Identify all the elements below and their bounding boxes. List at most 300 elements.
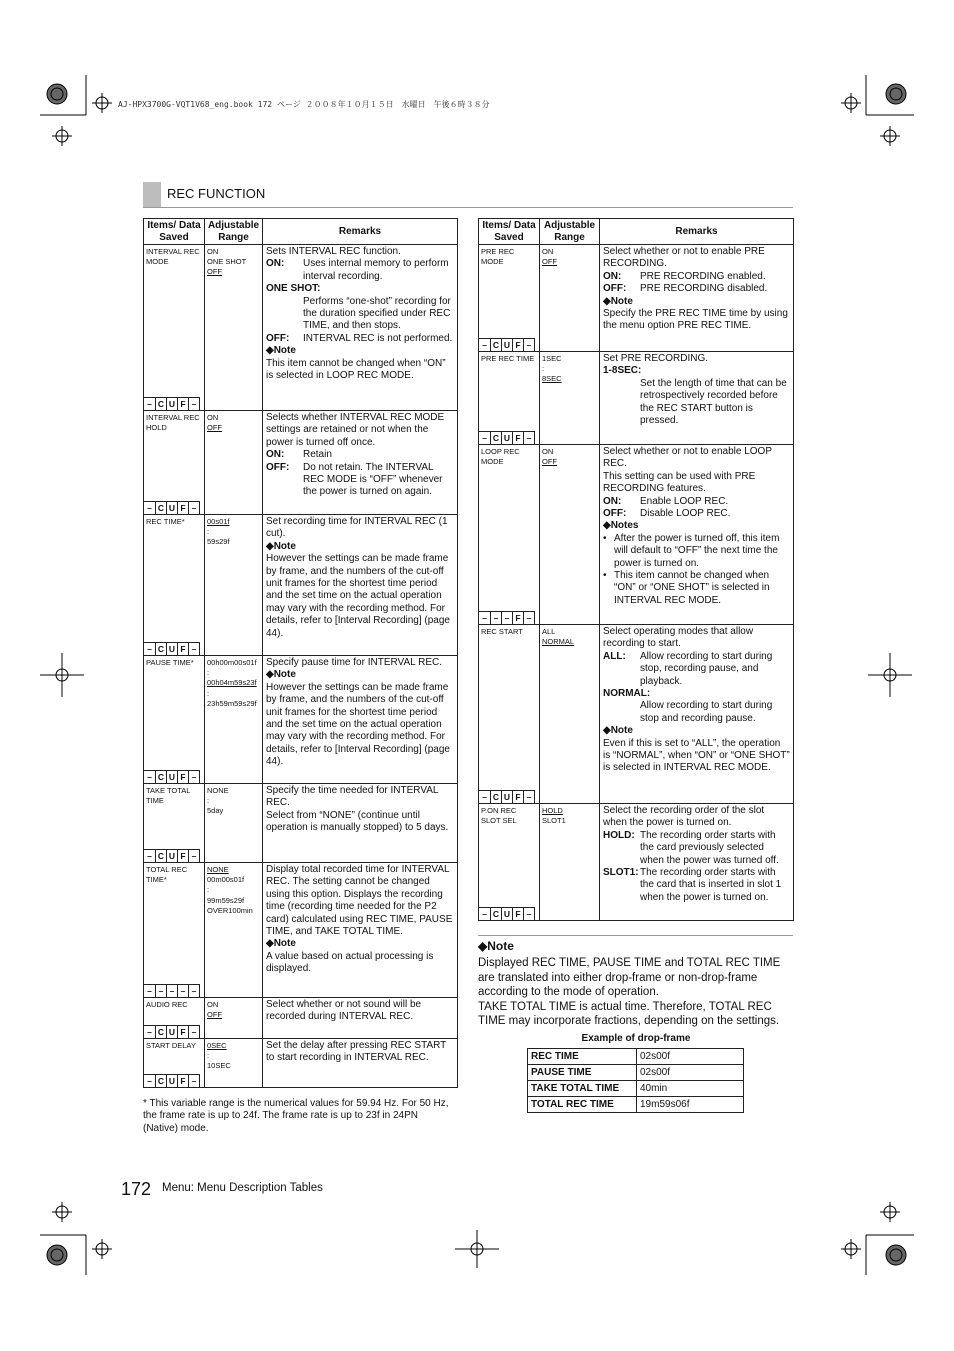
remarks-cell: [263, 515, 458, 656]
table-row: [144, 656, 458, 784]
data-saved-flag: F: [513, 791, 524, 803]
definition-value: PRE RECORDING disabled.: [640, 283, 768, 295]
data-saved-flag: –: [502, 612, 513, 624]
example-key: TAKE TOTAL TIME: [528, 1081, 637, 1097]
remarks: [263, 515, 457, 642]
data-saved-flags: [144, 397, 200, 410]
definition-key: ON:: [603, 495, 622, 507]
table-row: [528, 1097, 744, 1113]
data-saved-flag: –: [524, 339, 535, 351]
data-saved-flag: F: [513, 908, 524, 920]
definition-value: PRE RECORDING enabled.: [640, 270, 766, 282]
data-saved-flag: U: [502, 908, 513, 920]
data-saved-flags: [144, 1074, 200, 1087]
range-value: 99m59s29f: [207, 895, 245, 905]
definition-value: Disable LOOP REC.: [640, 508, 731, 520]
data-saved-flag: U: [502, 339, 513, 351]
definition-value: Set the length of time that can be retrospectively recorded before the REC START button is pressed.: [640, 377, 787, 427]
data-saved-flag: –: [524, 908, 535, 920]
data-saved-flag: –: [144, 1075, 156, 1087]
data-saved-flags: [479, 790, 535, 803]
col-header-range: Adjustable Range: [205, 219, 263, 245]
item-name: TAKE TOTAL TIME: [146, 786, 191, 805]
col-header-items: Items/ Data Saved: [144, 219, 205, 245]
definition-item: [603, 283, 790, 295]
range-values: [540, 445, 599, 467]
remark-text: Set recording time for INTERVAL REC (1 cut).: [266, 516, 448, 540]
remarks-cell: [600, 245, 794, 352]
data-saved-flag: F: [513, 432, 524, 444]
definition-item: [603, 496, 790, 508]
remark-text: A value based on actual processing is displayed.: [266, 950, 434, 975]
data-saved-flag: F: [178, 771, 189, 783]
range-value: :: [207, 885, 210, 895]
data-saved-flags: [479, 338, 535, 351]
remark-text: This item cannot be changed when “ON” is selected in LOOP REC MODE.: [266, 357, 446, 382]
table-row: [144, 515, 458, 656]
data-saved-flag: –: [479, 339, 491, 351]
remark-text: Display total recorded time for INTERVAL REC. The setting cannot be changed using this option. Displays the recording time (recording time needed for the P2 card) calculated using REC TIME, PAUSE TIME, and TAKE TOTAL TIME.: [266, 864, 453, 938]
remarks-cell: [263, 784, 458, 863]
range-value: ON: [207, 413, 219, 422]
remarks: [600, 804, 793, 906]
data-saved-flag: –: [144, 502, 156, 514]
note-title: ◆Note: [478, 939, 514, 953]
range-cell: [205, 784, 263, 863]
data-saved-flag: –: [167, 985, 178, 997]
section-tab-marker: [143, 182, 161, 207]
data-saved-flag: –: [144, 398, 156, 410]
definition-value: Performs “one-shot” recording for the duration specified under REC TIME, and then stops.: [303, 295, 451, 332]
range-values: [205, 656, 262, 709]
range-value: ONE SHOT: [207, 257, 247, 267]
range-value: 1SEC: [542, 354, 562, 363]
range-cell: [205, 863, 263, 998]
item-name: REC TIME*: [146, 517, 185, 526]
remarks-cell: [263, 998, 458, 1039]
definition-value: The recording order starts with the card previously selected when the power was turned off.: [640, 829, 779, 866]
range-value: 10SEC: [207, 1061, 231, 1071]
definition-key: ALL:: [603, 650, 626, 662]
item-cell: [479, 445, 540, 625]
note-text-2: TAKE TOTAL TIME is actual time. Therefore, TOTAL REC TIME may incorporate fractions, depending on the settings.: [478, 1000, 780, 1027]
remarks-cell: [263, 1039, 458, 1088]
item-cell: [144, 1039, 205, 1088]
range-default-value: OFF: [542, 457, 557, 467]
range-cell: [540, 625, 600, 804]
definition-key: NORMAL:: [603, 688, 651, 700]
definition-item: [603, 651, 790, 688]
remarks-cell: [600, 445, 794, 625]
data-saved-flag: C: [491, 339, 502, 351]
note-heading: ◆Note: [603, 725, 633, 737]
example-key: PAUSE TIME: [528, 1065, 637, 1081]
page-description: Menu: Menu Description Tables: [162, 1182, 323, 1194]
bullet-item: [603, 570, 790, 607]
item-cell: [479, 625, 540, 804]
data-saved-flags: [144, 770, 200, 783]
remarks: [263, 1039, 457, 1067]
item-name: INTERVAL REC HOLD: [146, 413, 200, 432]
remark-text: Select whether or not sound will be recorded during INTERVAL REC.: [266, 999, 422, 1023]
remarks-cell: [263, 411, 458, 515]
range-value: ON: [207, 1000, 219, 1009]
bullet-item: [603, 533, 790, 570]
col-header-remarks: Remarks: [600, 219, 794, 245]
range-value: OVER100min: [207, 905, 253, 915]
range-cell: [205, 998, 263, 1039]
range-cell: [205, 411, 263, 515]
table-row: [479, 352, 794, 445]
data-saved-flags: [144, 642, 200, 655]
range-cell: [205, 1039, 263, 1088]
section-title: REC FUNCTION: [167, 186, 266, 201]
range-default-value: HOLD: [542, 806, 563, 815]
range-values: [540, 804, 599, 826]
range-value: :: [207, 1051, 210, 1061]
data-saved-flag: C: [491, 432, 502, 444]
data-saved-flag: U: [167, 398, 178, 410]
page-number: 172: [121, 1179, 152, 1199]
bullet-text: This item cannot be changed when “ON” or “ONE SHOT” is selected in INTERVAL REC MODE.: [614, 570, 770, 606]
remark-text: However the settings can be made frame by frame, and the numbers of the cut-off unit frames for the shortest time period and the set time on the actual operation may vary with the recording method. For details, refer to [Interval Recording] (page 44).: [266, 553, 450, 639]
range-cell: [540, 352, 600, 445]
range-default-value: 00s01f: [207, 517, 230, 526]
data-saved-flag: –: [144, 643, 156, 655]
table-row: [479, 804, 794, 921]
range-values: [205, 784, 262, 817]
item-cell: [479, 804, 540, 921]
range-default-value: NORMAL: [542, 637, 575, 647]
definition-item: [266, 333, 454, 345]
remark-text: Select the recording order of the slot when the power is turned on.: [603, 805, 765, 829]
range-default-value: OFF: [207, 423, 222, 433]
data-saved-flag: C: [156, 502, 167, 514]
table-row: [144, 784, 458, 863]
range-value: ON: [542, 247, 554, 256]
remarks: [263, 784, 457, 837]
data-saved-flag: –: [189, 1075, 200, 1087]
remarks-cell: [263, 863, 458, 998]
note-heading: ◆Notes: [603, 520, 639, 532]
remark-text: Select whether or not to enable LOOP REC.: [603, 446, 772, 470]
remark-text: Specify the time needed for INTERVAL REC.: [266, 785, 439, 809]
data-saved-flag: U: [502, 791, 513, 803]
data-saved-flags: [144, 501, 200, 514]
data-saved-flag: F: [513, 612, 524, 624]
data-saved-flag: C: [156, 398, 167, 410]
definition-key: 1-8SEC:: [603, 365, 642, 377]
table-row: [528, 1049, 744, 1065]
item-cell: [144, 411, 205, 515]
data-saved-flag: –: [178, 985, 189, 997]
note-heading: ◆Note: [266, 540, 296, 552]
definition-key: OFF:: [266, 332, 290, 344]
definition-item: [266, 258, 454, 283]
data-saved-flags: [479, 431, 535, 444]
data-saved-flags: [144, 1025, 200, 1038]
table-row: [144, 998, 458, 1039]
definition-key: OFF:: [266, 461, 290, 473]
definition-key: OFF:: [603, 508, 627, 520]
range-value: 59s29f: [207, 537, 230, 547]
range-values: [205, 863, 262, 916]
remarks: [263, 411, 457, 501]
table-row: [528, 1081, 744, 1097]
remark-text: Select whether or not to enable PRE RECORDING.: [603, 246, 765, 270]
range-value: 00m00s01f: [207, 875, 245, 885]
data-saved-flag: –: [524, 432, 535, 444]
item-cell: [144, 863, 205, 998]
remarks-cell: [600, 625, 794, 804]
data-saved-flag: C: [156, 771, 167, 783]
definition-value: Enable LOOP REC.: [640, 495, 729, 507]
definition-item: [603, 508, 790, 520]
remarks: [263, 656, 457, 771]
range-values: [205, 998, 262, 1020]
remarks: [600, 245, 793, 335]
table-row: [144, 245, 458, 411]
definition-item: [266, 462, 454, 499]
data-saved-flag: –: [189, 502, 200, 514]
range-value: :: [207, 527, 210, 537]
col-header-remarks: Remarks: [263, 219, 458, 245]
range-value: :: [207, 688, 210, 698]
item-name: LOOP REC MODE: [481, 447, 520, 466]
definition-key: ON:: [266, 449, 285, 461]
table-row: [144, 863, 458, 998]
section-header: [143, 182, 793, 208]
item-cell: [144, 998, 205, 1039]
data-saved-flag: C: [491, 908, 502, 920]
data-saved-flags: [479, 611, 535, 624]
data-saved-flag: U: [167, 850, 178, 862]
remarks: [600, 445, 793, 609]
range-values: [205, 411, 262, 433]
data-saved-flag: –: [156, 985, 167, 997]
footnote: * This variable range is the numerical values for 59.94 Hz. For 50 Hz, the frame rate is up to 24f. The frame rate is up to 23f in 24PN (Native) mode.: [143, 1098, 449, 1134]
definition-value: Uses internal memory to perform interval recording.: [303, 258, 449, 282]
data-saved-flag: F: [178, 398, 189, 410]
example-value: 02s00f: [637, 1065, 744, 1081]
item-cell: [144, 515, 205, 656]
data-saved-flag: –: [144, 771, 156, 783]
range-default-value: 0SEC: [207, 1041, 227, 1050]
remarks: [263, 998, 457, 1026]
remarks-cell: [263, 656, 458, 784]
table-row: [479, 625, 794, 804]
definition-item: [603, 830, 790, 867]
item-name: INTERVAL REC MODE: [146, 247, 200, 266]
table-row: [144, 1039, 458, 1088]
data-saved-flag: F: [178, 1075, 189, 1087]
data-saved-flag: U: [167, 771, 178, 783]
range-values: [205, 245, 262, 278]
remark-text: Sets INTERVAL REC function.: [266, 246, 401, 257]
definition-key: HOLD:: [603, 829, 635, 841]
item-cell: [144, 784, 205, 863]
range-default-value: 00h04m59s23f: [207, 678, 257, 688]
item-name: AUDIO REC: [146, 1000, 188, 1009]
data-saved-flag: F: [178, 643, 189, 655]
remarks: [600, 625, 793, 777]
data-saved-flag: F: [513, 339, 524, 351]
range-default-value: NONE: [207, 865, 229, 874]
note-text-1: Displayed REC TIME, PAUSE TIME and TOTAL REC TIME are translated into either drop-frame or non-drop-frame according to the mode of operation.: [478, 957, 781, 998]
item-cell: [144, 656, 205, 784]
range-values: [205, 1039, 262, 1072]
range-default-value: OFF: [207, 1010, 222, 1020]
data-saved-flag: U: [167, 643, 178, 655]
example-caption: Example of drop-frame: [581, 1033, 691, 1044]
data-saved-flag: U: [167, 1026, 178, 1038]
data-saved-flag: C: [156, 1026, 167, 1038]
item-name: REC START: [481, 627, 523, 636]
example-table: [527, 1048, 744, 1113]
col-header-range: Adjustable Range: [540, 219, 600, 245]
range-value: 5day: [207, 806, 224, 816]
data-saved-flag: –: [189, 985, 200, 997]
remark-text: Specify pause time for INTERVAL REC.: [266, 657, 442, 668]
definition-value: Retain: [303, 449, 332, 461]
range-value: SLOT1: [542, 816, 566, 826]
table-row: [528, 1065, 744, 1081]
data-saved-flag: –: [144, 985, 156, 997]
definition-key: ON:: [266, 258, 285, 270]
data-saved-flag: C: [491, 791, 502, 803]
data-saved-flag: C: [156, 1075, 167, 1087]
definition-key: SLOT1:: [603, 867, 639, 879]
bullet-icon: •: [603, 570, 607, 582]
range-default-value: 8SEC: [542, 374, 562, 384]
table-row: [479, 445, 794, 625]
print-header: AJ-HPX3700G-VQT1V68_eng.book 172 ページ ２００８年１０月１５日 水曜日 午後６時３８分: [118, 100, 490, 109]
range-cell: [205, 245, 263, 411]
bullet-icon: •: [603, 532, 607, 544]
table-row: [144, 411, 458, 515]
item-name: TOTAL REC TIME*: [146, 865, 188, 884]
example-key: REC TIME: [528, 1049, 637, 1065]
data-saved-flags: [144, 984, 200, 997]
range-value: 00h00m00s01f: [207, 658, 257, 667]
range-cell: [540, 245, 600, 352]
data-saved-flag: C: [156, 850, 167, 862]
definition-item: [266, 449, 454, 461]
example-value: 02s00f: [637, 1049, 744, 1065]
item-name: PRE REC MODE: [481, 247, 515, 266]
definition-key: ON:: [603, 270, 622, 282]
right-menu-table: [478, 218, 794, 921]
item-name: START DELAY: [146, 1041, 196, 1050]
range-value: :: [207, 668, 210, 678]
item-cell: [479, 245, 540, 352]
data-saved-flag: F: [178, 850, 189, 862]
data-saved-flag: –: [189, 850, 200, 862]
data-saved-flag: –: [524, 791, 535, 803]
data-saved-flag: –: [479, 791, 491, 803]
data-saved-flag: –: [189, 643, 200, 655]
data-saved-flag: –: [479, 432, 491, 444]
remark-text: Select operating modes that allow recording to start.: [603, 626, 754, 650]
data-saved-flag: –: [189, 771, 200, 783]
data-saved-flag: –: [524, 612, 535, 624]
data-saved-flag: –: [189, 398, 200, 410]
range-value: :: [207, 796, 210, 806]
note-heading: ◆Note: [603, 295, 633, 307]
note-box: [478, 935, 793, 1029]
left-menu-table: [143, 218, 458, 1088]
range-value: ON: [207, 247, 219, 256]
range-value: ON: [542, 447, 554, 456]
remarks-cell: [263, 245, 458, 411]
remarks-cell: [600, 804, 794, 921]
range-values: [540, 245, 599, 267]
definition-value: INTERVAL REC is not performed.: [303, 332, 453, 344]
data-saved-flag: C: [156, 643, 167, 655]
range-value: 23h59m59s29f: [207, 698, 257, 708]
data-saved-flag: –: [144, 1026, 156, 1038]
bullet-text: After the power is turned off, this item will default to “OFF” the next time the power is turned on.: [614, 532, 780, 569]
range-values: [540, 625, 599, 647]
remarks: [263, 245, 457, 384]
item-cell: [479, 352, 540, 445]
range-value: ALL: [542, 627, 556, 636]
definition-item: [603, 271, 790, 283]
item-name: PRE REC TIME: [481, 354, 535, 363]
data-saved-flag: F: [178, 1026, 189, 1038]
example-value: 19m59s06f: [637, 1097, 744, 1113]
definition-value: Allow recording to start during stop, recording pause, and playback.: [640, 650, 773, 687]
range-values: [205, 515, 262, 548]
remark-text: Specify the PRE REC TIME time by using the menu option PRE REC TIME.: [603, 308, 788, 332]
remark-text: Select from “NONE” (continue until operation is manually stopped) to 5 days.: [266, 809, 449, 834]
range-value: NONE: [207, 786, 229, 795]
remarks-cell: [600, 352, 794, 445]
range-values: [540, 352, 599, 385]
range-cell: [205, 656, 263, 784]
example-value: 40min: [637, 1081, 744, 1097]
note-heading: ◆Note: [266, 938, 296, 950]
definition-value: Do not retain. The INTERVAL REC MODE is “OFF” whenever the power is turned on again.: [303, 461, 443, 498]
data-saved-flag: –: [479, 612, 491, 624]
data-saved-flag: –: [189, 1026, 200, 1038]
remark-text: Even if this is set to “ALL”, the operation is “NORMAL”, when “ON” or “ONE SHOT” is selected in INTERVAL REC MODE.: [603, 737, 790, 774]
data-saved-flag: –: [491, 612, 502, 624]
range-cell: [205, 515, 263, 656]
remarks: [263, 863, 457, 978]
remark-text: This setting can be used with PRE RECORDING features.: [603, 470, 756, 495]
remark-text: Set the delay after pressing REC START to start recording in INTERVAL REC.: [266, 1040, 447, 1064]
item-name: P.ON REC SLOT SEL: [481, 806, 517, 825]
item-name: PAUSE TIME*: [146, 658, 194, 667]
table-row: [479, 245, 794, 352]
remark-text: However the settings can be made frame by frame, and the numbers of the cut-off unit frames for the shortest time period and the set time on the actual operation may vary with the recording method. For details, refer to [Interval Recording] (page 44).: [266, 681, 450, 768]
example-key: TOTAL REC TIME: [528, 1097, 637, 1113]
data-saved-flag: F: [178, 502, 189, 514]
range-value: :: [542, 364, 545, 374]
range-default-value: OFF: [542, 257, 557, 267]
data-saved-flag: U: [502, 432, 513, 444]
data-saved-flag: –: [479, 908, 491, 920]
data-saved-flags: [479, 907, 535, 920]
definition-value: Allow recording to start during stop and recording pause.: [640, 700, 773, 724]
item-cell: [144, 245, 205, 411]
col-header-items: Items/ Data Saved: [479, 219, 540, 245]
data-saved-flag: U: [167, 502, 178, 514]
definition-item: [603, 867, 790, 904]
range-cell: [540, 445, 600, 625]
note-heading: ◆Note: [266, 345, 296, 357]
